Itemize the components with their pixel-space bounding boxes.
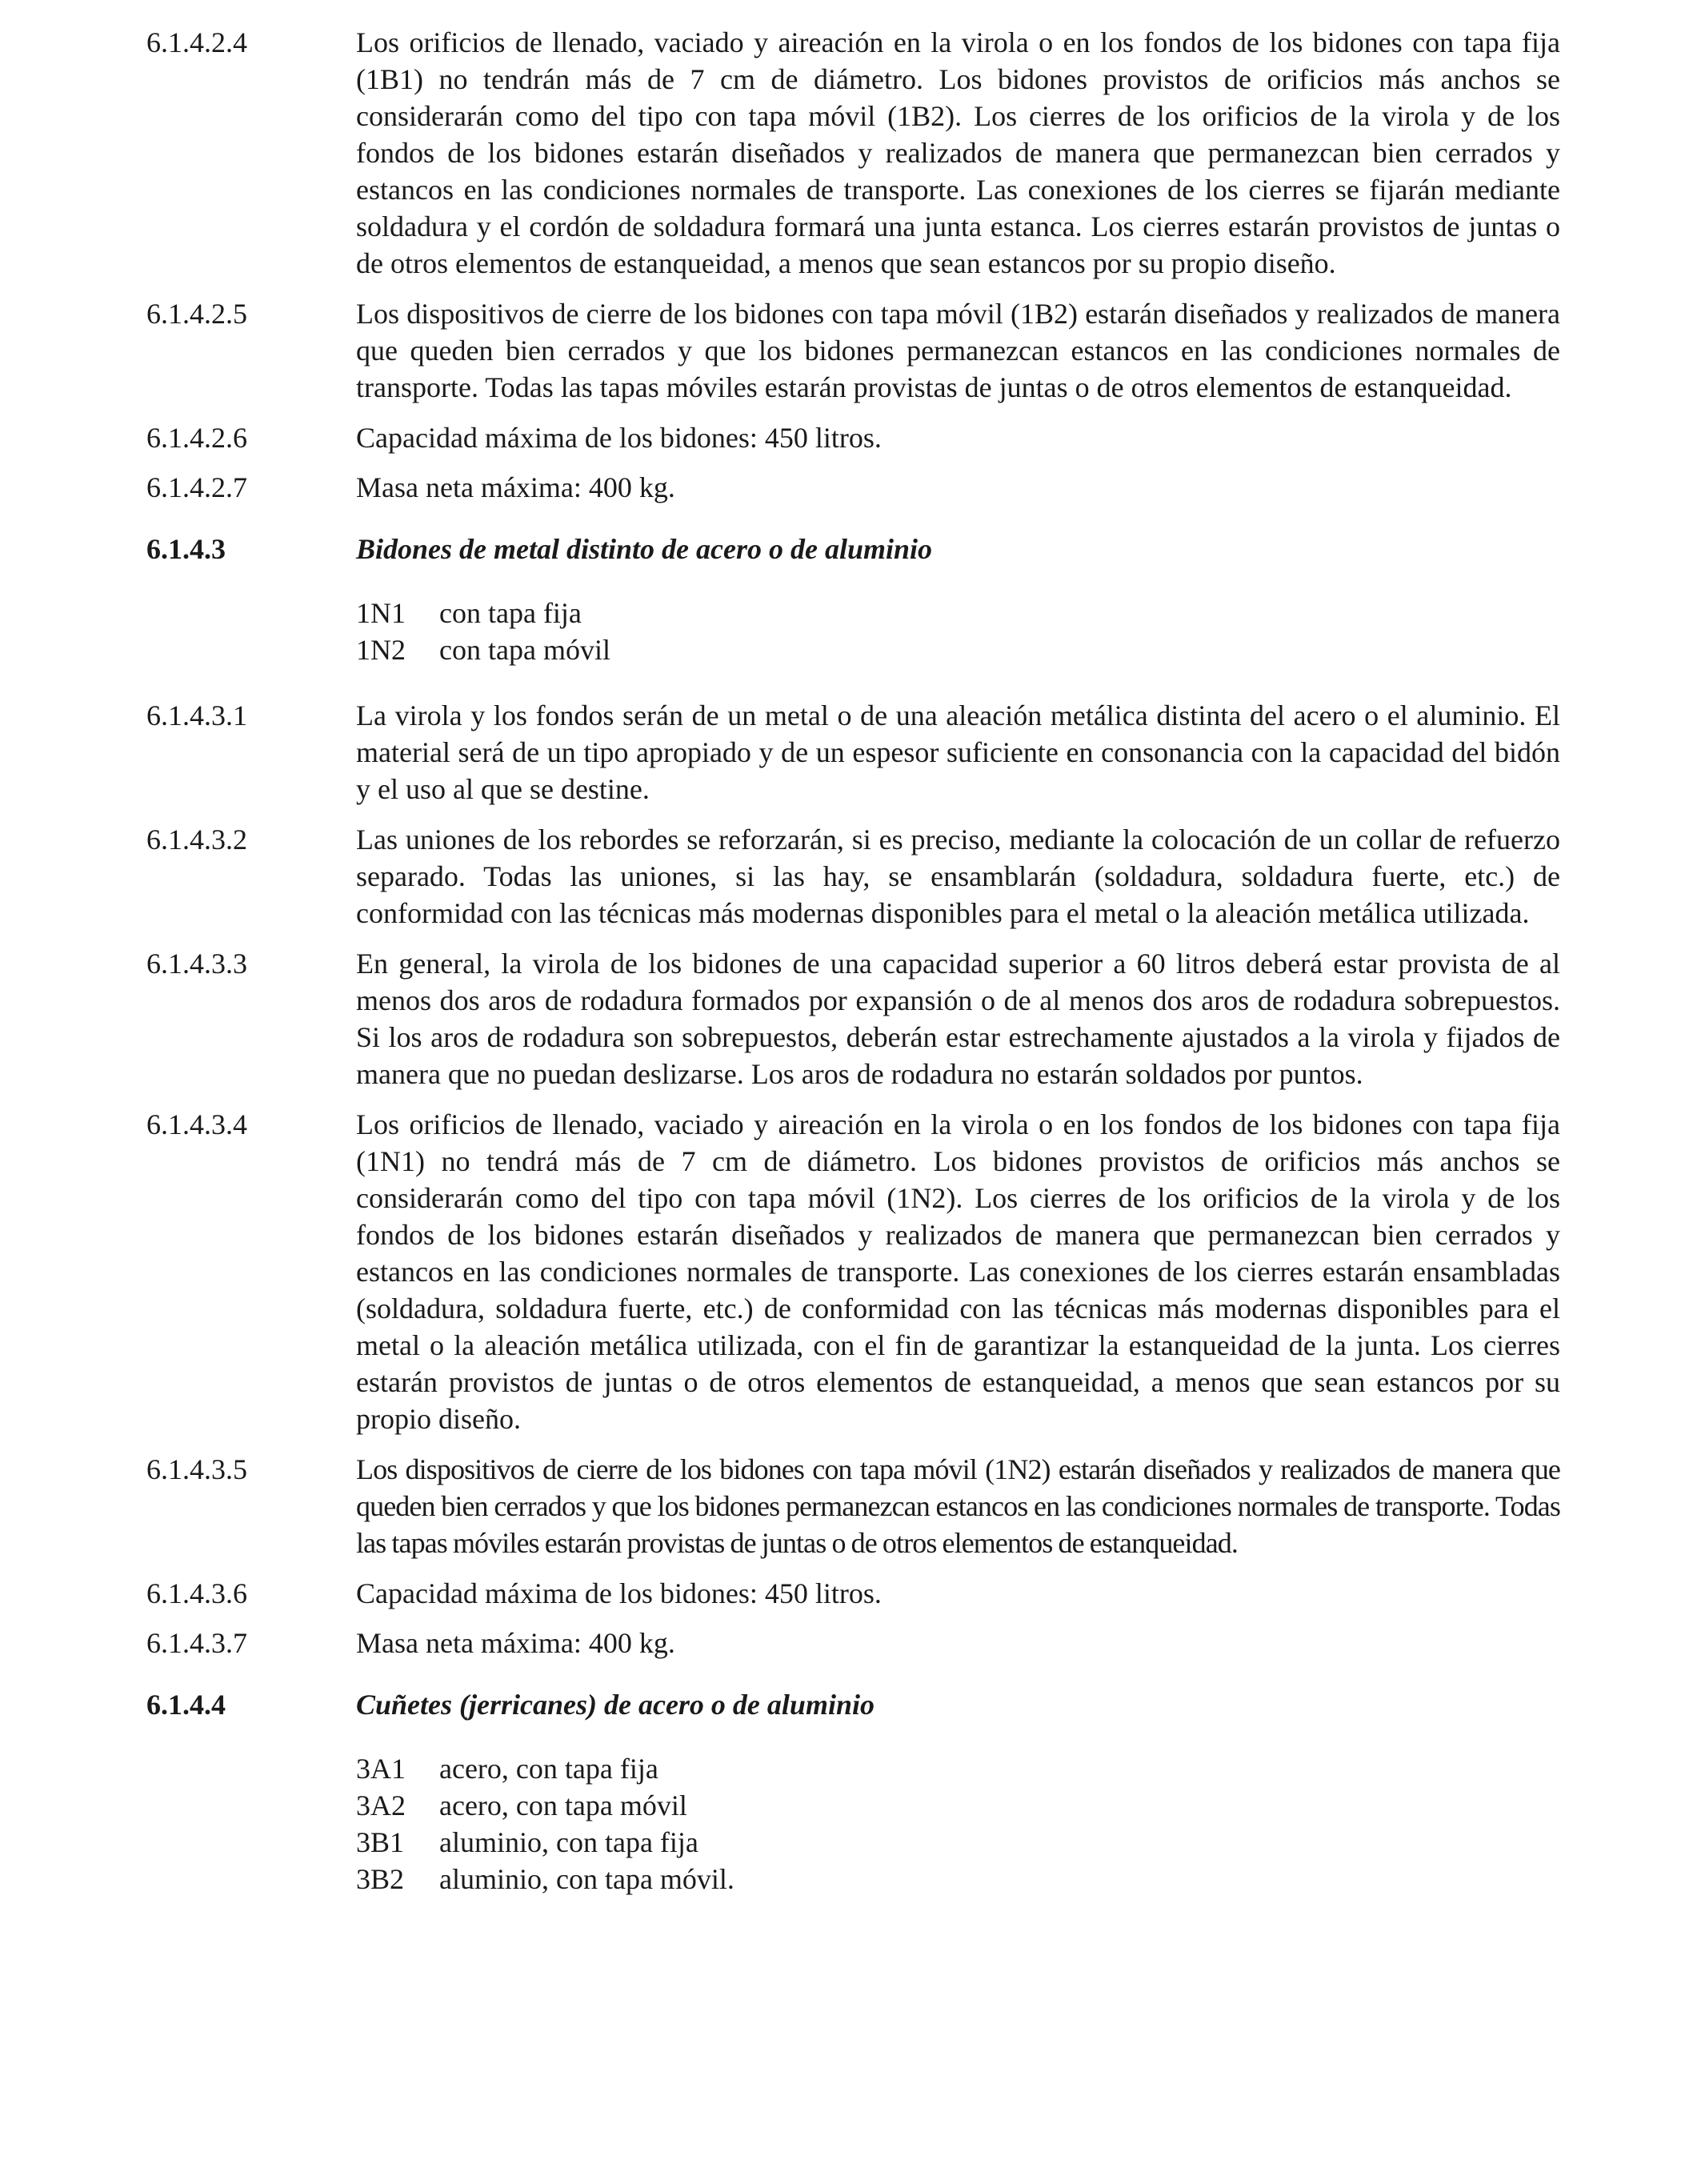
section-title: Cuñetes (jerricanes) de acero o de aluminio (356, 1689, 875, 1721)
paragraph-6-1-4-2-7 (146, 469, 1560, 506)
paragraph-6-1-4-2-5 (146, 295, 1560, 406)
paragraph-number: 6.1.4.3.3 (146, 948, 247, 980)
paragraph-text: Masa neta máxima: 400 kg. (356, 471, 675, 503)
section-heading-6-1-4-4 (146, 1686, 1560, 1723)
list-item (356, 1824, 1560, 1861)
paragraph-6-1-4-3-6 (146, 1575, 1560, 1612)
paragraph-6-1-4-3-3 (146, 945, 1560, 1092)
paragraph-text: Capacidad máxima de los bidones: 450 litros. (356, 1577, 882, 1609)
packaging-code: 3A1 (356, 1753, 406, 1785)
paragraph-number: 6.1.4.2.7 (146, 471, 247, 503)
section-number: 6.1.4.4 (146, 1689, 226, 1721)
packaging-code: 3A2 (356, 1789, 406, 1821)
paragraph-number: 6.1.4.3.2 (146, 824, 247, 856)
paragraph-text: Masa neta máxima: 400 kg. (356, 1627, 675, 1659)
paragraph-text: Los orificios de llenado, vaciado y aireación en la virola o en los fondos de los bidones con tapa fija (1B1) no tendrán más de 7 cm de diámetro. Los bidones provistos de orificios más anchos se considerarán como del tipo con tapa móvil (1B2). Los cierres de los orificios de la virola y de los fondos de los bidones estarán diseñados y realizados de manera que permanezcan bien cerrados y estancos en las condiciones normales de transporte. Las conexiones de los cierres se fijarán mediante soldadura y el cordón de soldadura formará una junta estanca. Los cierres estarán provistos de juntas o de otros elementos de estanqueidad, a menos que sean estancos por su propio diseño. (356, 26, 1560, 279)
paragraph-number: 6.1.4.2.5 (146, 298, 247, 330)
paragraph-text: La virola y los fondos serán de un metal o de una aleación metálica distinta del acero o el aluminio. El material será de un tipo apropiado y de un espesor suficiente en consonancia con la capacidad del bidón y el uso al que se destine. (356, 699, 1560, 805)
section-number: 6.1.4.3 (146, 533, 226, 565)
paragraph-text: En general, la virola de los bidones de una capacidad superior a 60 litros deberá estar provista de al menos dos aros de rodadura formados por expansión o de al menos dos aros de rodadura sobrepuestos. Si los aros de rodadura son sobrepuestos, deberán estar estrechamente ajustados a la virola y fijados de manera que no puedan deslizarse. Los aros de rodadura no estarán soldados por puntos. (356, 948, 1560, 1090)
section-heading-6-1-4-3 (146, 531, 1560, 567)
packaging-code: 3B2 (356, 1863, 405, 1895)
paragraph-6-1-4-3-2 (146, 821, 1560, 932)
paragraph-6-1-4-3-4 (146, 1106, 1560, 1437)
list-item (356, 1750, 1560, 1787)
packaging-code: 1N2 (356, 634, 406, 666)
packaging-code-list (356, 1750, 1560, 1897)
packaging-label: acero, con tapa fija (439, 1753, 658, 1785)
list-item (356, 631, 1560, 668)
list-item (356, 595, 1560, 631)
list-item (356, 1861, 1560, 1897)
packaging-code: 3B1 (356, 1826, 405, 1858)
section-title: Bidones de metal distinto de acero o de aluminio (356, 533, 932, 565)
paragraph-number: 6.1.4.2.6 (146, 422, 247, 454)
packaging-label: aluminio, con tapa móvil. (439, 1863, 734, 1895)
paragraph-text: Los orificios de llenado, vaciado y aireación en la virola o en los fondos de los bidones con tapa fija (1N1) no tendrá más de 7 cm de diámetro. Los bidones provistos de orificios más anchos se considerarán como del tipo con tapa móvil (1N2). Los cierres de los orificios de la virola y de los fondos de los bidones estarán diseñados y realizados de manera que permanezcan bien cerrados y estancos en las condiciones normales de transporte. Las conexiones de los cierres estarán ensambladas (soldadura, soldadura fuerte, etc.) de conformidad con las técnicas más modernas disponibles para el metal o la aleación metálica utilizada, con el fin de garantizar la estanqueidad de la junta. Los cierres estarán provistos de juntas o de otros elementos de estanqueidad, a menos que sean estancos por su propio diseño. (356, 1108, 1560, 1435)
paragraph-number: 6.1.4.3.4 (146, 1108, 247, 1140)
paragraph-text: Los dispositivos de cierre de los bidones con tapa móvil (1N2) estarán diseñados y realizados de manera que queden bien cerrados y que los bidones permanezcan estancos en las condiciones normales de transporte. Todas las tapas móviles estarán provistas de juntas o de otros elementos de estanqueidad. (356, 1453, 1560, 1559)
packaging-code-list (356, 595, 1560, 668)
packaging-label: con tapa móvil (439, 634, 610, 666)
paragraph-number: 6.1.4.3.7 (146, 1627, 247, 1659)
paragraph-number: 6.1.4.3.5 (146, 1453, 247, 1485)
packaging-label: con tapa fija (439, 597, 582, 629)
paragraph-text: Los dispositivos de cierre de los bidones con tapa móvil (1B2) estarán diseñados y realizados de manera que queden bien cerrados y que los bidones permanezcan estancos en las condiciones normales de transporte. Todas las tapas móviles estarán provistas de juntas o de otros elementos de estanqueidad. (356, 298, 1560, 403)
paragraph-6-1-4-2-6 (146, 419, 1560, 456)
paragraph-6-1-4-3-7 (146, 1625, 1560, 1661)
paragraph-text: Capacidad máxima de los bidones: 450 litros. (356, 422, 882, 454)
packaging-code: 1N1 (356, 597, 406, 629)
paragraph-6-1-4-3-1 (146, 697, 1560, 807)
paragraph-number: 6.1.4.3.1 (146, 699, 247, 731)
paragraph-6-1-4-2-4 (146, 24, 1560, 282)
paragraph-number: 6.1.4.2.4 (146, 26, 247, 58)
paragraph-text: Las uniones de los rebordes se reforzarán, si es preciso, mediante la colocación de un collar de refuerzo separado. Todas las uniones, si las hay, se ensamblarán (soldadura, soldadura fuerte, etc.) de conformidad con las técnicas más modernas disponibles para el metal o la aleación metálica utilizada. (356, 824, 1560, 929)
list-item (356, 1787, 1560, 1824)
packaging-label: aluminio, con tapa fija (439, 1826, 698, 1858)
document-page (146, 24, 1560, 1897)
paragraph-6-1-4-3-5 (146, 1451, 1560, 1561)
paragraph-number: 6.1.4.3.6 (146, 1577, 247, 1609)
packaging-label: acero, con tapa móvil (439, 1789, 687, 1821)
